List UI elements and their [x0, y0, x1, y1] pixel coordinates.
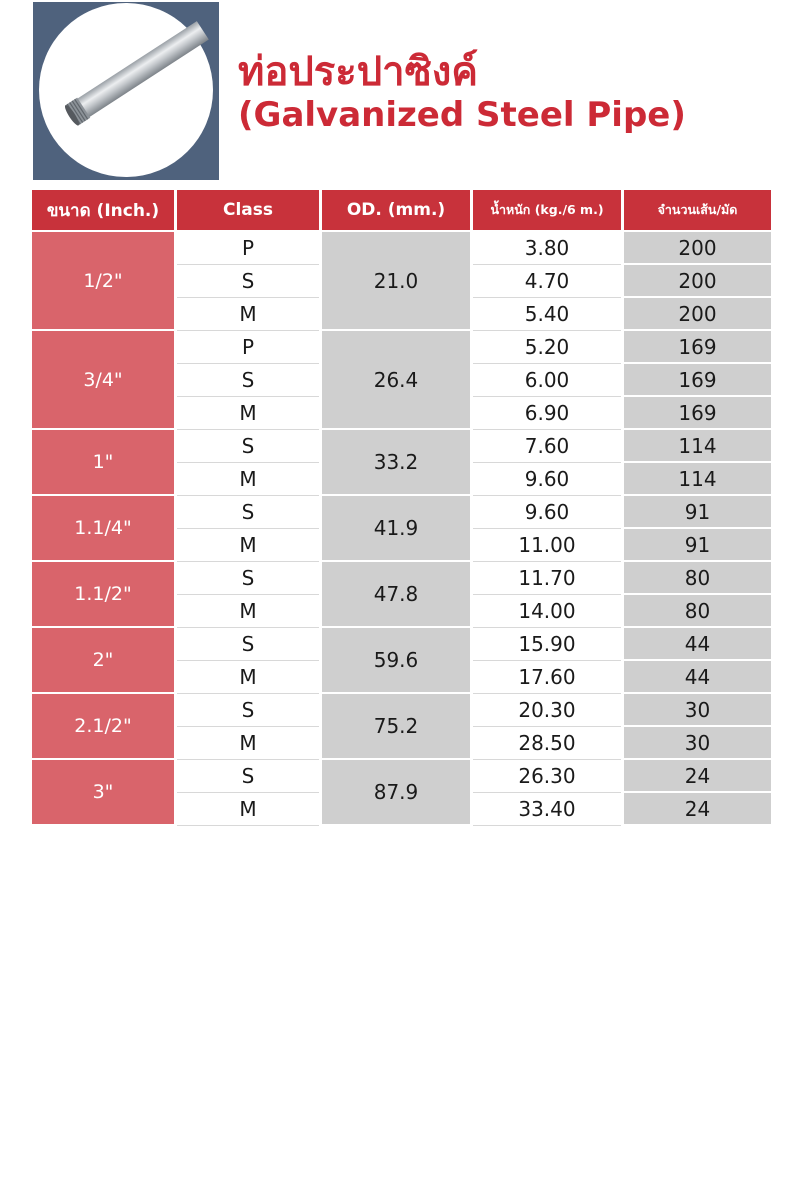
- class-cell: S: [177, 694, 319, 727]
- weight-cell: 3.80: [473, 232, 621, 265]
- od-cell: 33.2: [322, 430, 470, 496]
- class-cell: M: [177, 661, 319, 694]
- class-cell: M: [177, 463, 319, 496]
- weight-cell: 9.60: [473, 463, 621, 496]
- od-cell: 47.8: [322, 562, 470, 628]
- class-cell: S: [177, 628, 319, 661]
- count-cell: 44: [624, 628, 771, 661]
- class-cell: S: [177, 265, 319, 298]
- count-cell: 200: [624, 265, 771, 298]
- od-cell: 21.0: [322, 232, 470, 331]
- weight-cell: 26.30: [473, 760, 621, 793]
- count-cell: 44: [624, 661, 771, 694]
- table-row: [32, 694, 771, 727]
- count-cell: 200: [624, 232, 771, 265]
- class-cell: P: [177, 232, 319, 265]
- count-cell: 169: [624, 397, 771, 430]
- table-row: [32, 562, 771, 595]
- table-row: [32, 331, 771, 364]
- class-cell: P: [177, 331, 319, 364]
- column-header-count: จำนวนเส้น/มัด: [624, 190, 771, 232]
- class-cell: M: [177, 397, 319, 430]
- weight-cell: 11.00: [473, 529, 621, 562]
- galvanized-pipe-illustration: [33, 2, 219, 180]
- count-cell: 80: [624, 595, 771, 628]
- count-cell: 200: [624, 298, 771, 331]
- weight-cell: 6.90: [473, 397, 621, 430]
- table-body: [32, 232, 771, 826]
- column-header-weight: น้ำหนัก (kg./6 m.): [473, 190, 621, 232]
- class-cell: M: [177, 727, 319, 760]
- weight-cell: 20.30: [473, 694, 621, 727]
- table-row: [32, 760, 771, 793]
- od-cell: 75.2: [322, 694, 470, 760]
- class-cell: S: [177, 496, 319, 529]
- table-row: [32, 628, 771, 661]
- class-cell: S: [177, 364, 319, 397]
- weight-cell: 28.50: [473, 727, 621, 760]
- column-header-od: OD. (mm.): [322, 190, 470, 232]
- class-cell: M: [177, 793, 319, 826]
- count-cell: 24: [624, 793, 771, 826]
- count-cell: 30: [624, 694, 771, 727]
- weight-cell: 17.60: [473, 661, 621, 694]
- weight-cell: 14.00: [473, 595, 621, 628]
- weight-cell: 9.60: [473, 496, 621, 529]
- weight-cell: 33.40: [473, 793, 621, 826]
- count-cell: 91: [624, 529, 771, 562]
- count-cell: 169: [624, 331, 771, 364]
- class-cell: S: [177, 430, 319, 463]
- class-cell: M: [177, 298, 319, 331]
- class-cell: M: [177, 529, 319, 562]
- table-row: [32, 430, 771, 463]
- count-cell: 91: [624, 496, 771, 529]
- pipe-product-image: [33, 2, 219, 180]
- size-cell: 2": [32, 628, 174, 694]
- count-cell: 114: [624, 463, 771, 496]
- pipe-spec-table: [29, 190, 774, 826]
- size-cell: 2.1/2": [32, 694, 174, 760]
- size-cell: 3": [32, 760, 174, 826]
- column-header-size: ขนาด (Inch.): [32, 190, 174, 232]
- column-header-class: Class: [177, 190, 319, 232]
- weight-cell: 11.70: [473, 562, 621, 595]
- od-cell: 41.9: [322, 496, 470, 562]
- od-cell: 59.6: [322, 628, 470, 694]
- size-cell: 3/4": [32, 331, 174, 430]
- weight-cell: 15.90: [473, 628, 621, 661]
- class-cell: S: [177, 760, 319, 793]
- size-cell: 1.1/2": [32, 562, 174, 628]
- size-cell: 1.1/4": [32, 496, 174, 562]
- count-cell: 24: [624, 760, 771, 793]
- table-row: [32, 496, 771, 529]
- weight-cell: 4.70: [473, 265, 621, 298]
- count-cell: 169: [624, 364, 771, 397]
- class-cell: M: [177, 595, 319, 628]
- weight-cell: 5.20: [473, 331, 621, 364]
- weight-cell: 5.40: [473, 298, 621, 331]
- od-cell: 26.4: [322, 331, 470, 430]
- count-cell: 114: [624, 430, 771, 463]
- weight-cell: 6.00: [473, 364, 621, 397]
- page-title-english: (Galvanized Steel Pipe): [238, 95, 686, 135]
- size-cell: 1/2": [32, 232, 174, 331]
- class-cell: S: [177, 562, 319, 595]
- page-title-thai: ท่อประปาซิงค์: [238, 49, 479, 95]
- table-header: [32, 190, 771, 232]
- size-cell: 1": [32, 430, 174, 496]
- table-row: [32, 232, 771, 265]
- count-cell: 30: [624, 727, 771, 760]
- weight-cell: 7.60: [473, 430, 621, 463]
- od-cell: 87.9: [322, 760, 470, 826]
- count-cell: 80: [624, 562, 771, 595]
